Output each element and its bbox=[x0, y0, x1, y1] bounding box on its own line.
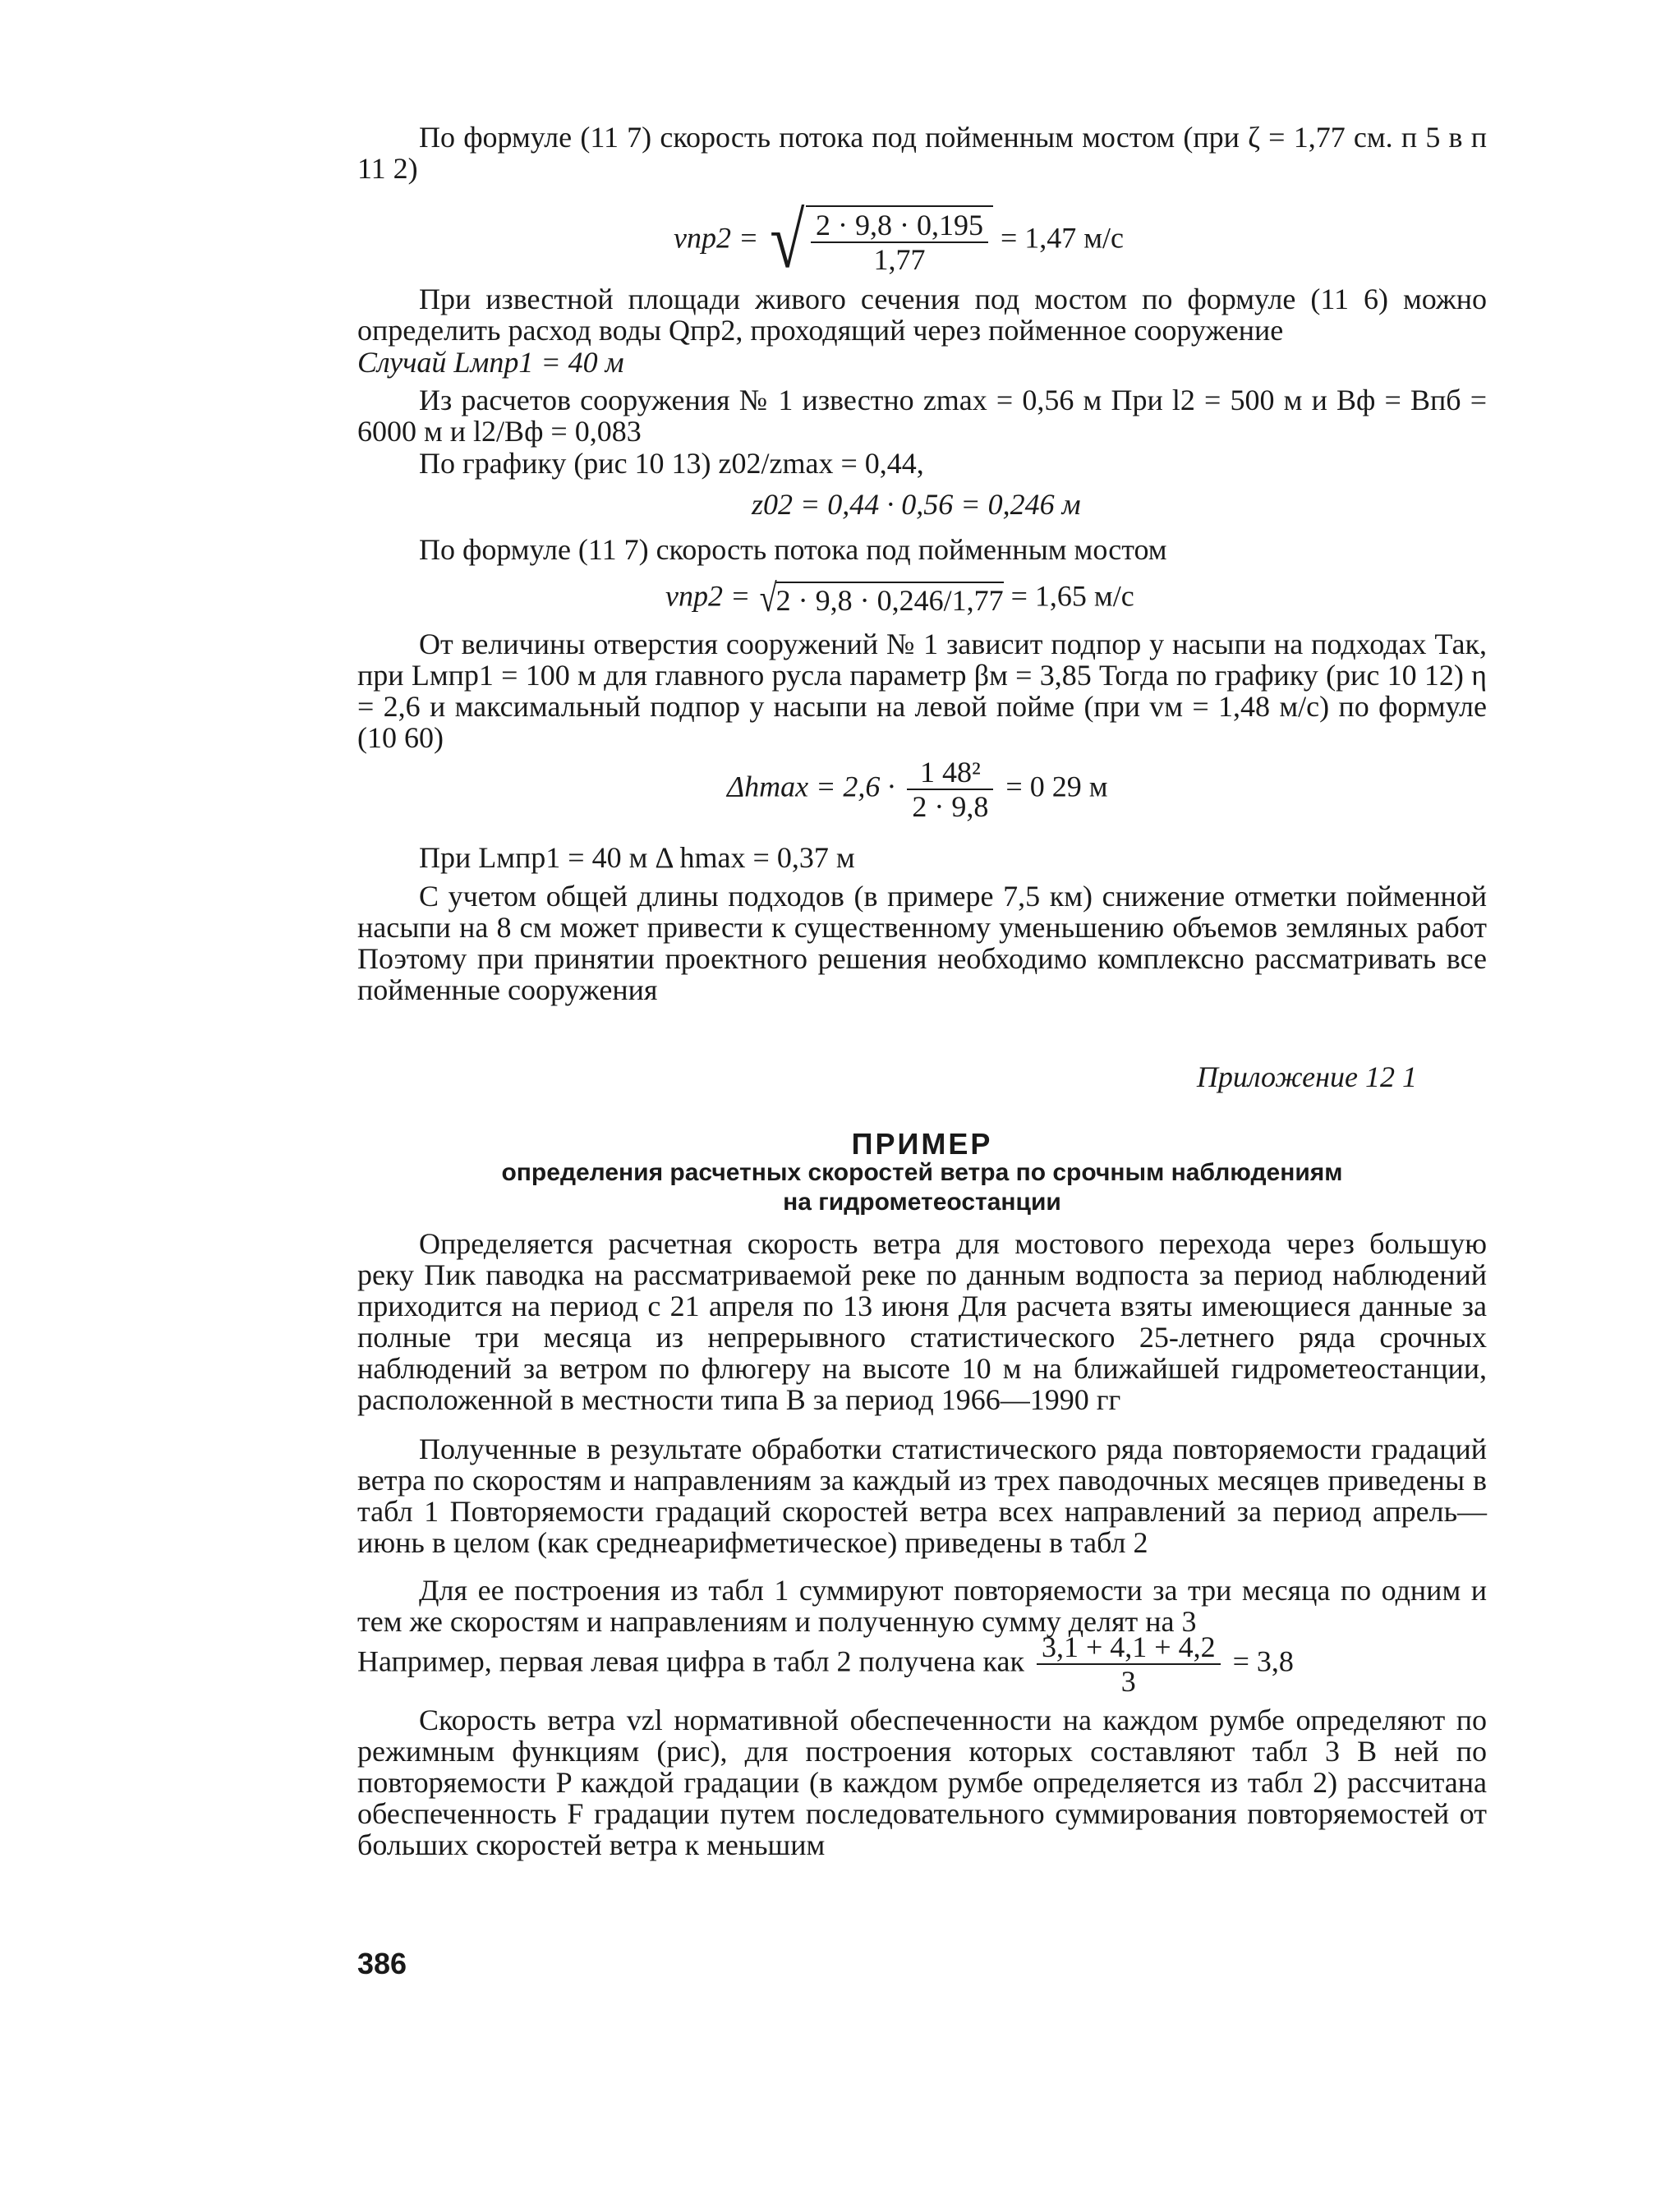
paragraph bbox=[357, 1575, 1487, 1637]
paragraph-text: Для ее построения из табл 1 суммируют повторяемости за три месяца по одним и тем же скоростям и направлениям и полученную сумму делят на 3 bbox=[357, 1574, 1487, 1638]
case-text: Случай Lмпр1 = 40 м bbox=[357, 346, 624, 379]
equation-intro: Например, первая левая цифра в табл 2 получена как bbox=[357, 1644, 1024, 1678]
equation-rhs: = 0 29 м bbox=[1005, 770, 1108, 803]
equation-text: z02 = 0,44 · 0,56 = 0,246 м bbox=[752, 488, 1081, 521]
equation-example-average bbox=[357, 1630, 1294, 1698]
section-subtitle-line-2: на гидрометеостанции bbox=[783, 1189, 1061, 1216]
paragraph-text: При известной площади живого сечения под мостом по формуле (11 6) можно определить расход воды Qпр2, проходящий через пойменное сооружение bbox=[357, 283, 1487, 347]
sqrt-radicand: 2 · 9,8 · 0,246/1,77 bbox=[776, 582, 1004, 616]
equation-rhs: = 1,47 м/с bbox=[1000, 221, 1125, 255]
equation-lhs: Δhmax = 2,6 · bbox=[727, 770, 895, 803]
paragraph bbox=[357, 1704, 1487, 1860]
page-number: 386 bbox=[357, 1947, 407, 1980]
paragraph bbox=[357, 1228, 1487, 1415]
fraction-numerator: 2 · 9,8 · 0,195 bbox=[811, 209, 988, 243]
equation-velocity-1 bbox=[674, 196, 1125, 284]
sqrt-sign-icon: √ bbox=[770, 196, 805, 284]
fraction bbox=[1037, 1630, 1221, 1698]
equation-z02 bbox=[752, 489, 1081, 520]
paragraph bbox=[357, 881, 1487, 1005]
paragraph bbox=[357, 283, 1487, 346]
fraction-denominator: 3 bbox=[1120, 1665, 1136, 1698]
paragraph-text: С учетом общей длины подходов (в примере 7,5 км) снижение отметки пойменной насыпи на 8 см может привести к существенному уменьшению объемов земляных работ Поэтому при принятии проектного решения необходимо комплексно рассматривать все пойменные сооружения bbox=[357, 880, 1487, 1006]
equation-lhs: vпр2 = bbox=[665, 579, 751, 613]
equation-lhs: vпр2 = bbox=[674, 221, 759, 255]
fraction bbox=[811, 209, 988, 276]
paragraph-text: Определяется расчетная скорость ветра для мостового перехода через большую реку Пик паводка на рассматриваемой реке по данным водпоста за период наблюдений приходится на период с 21 апреля по 13 июня Для расчета взяты имеющиеся данные за полные три месяца из непрерывного статистического 25-летнего ряда срочных наблюдений за ветром по флюгеру на высоте 10 м на ближайшей гидрометеостанции, расположенной в местности типа В за период 1966—1990 гг bbox=[357, 1227, 1487, 1416]
fraction-denominator: 1,77 bbox=[873, 243, 926, 276]
paragraph-text: По формуле (11 7) скорость потока под пойменным мостом bbox=[419, 533, 1167, 566]
fraction-denominator: 2 · 9,8 bbox=[912, 790, 989, 823]
paragraph bbox=[357, 842, 1487, 873]
paragraph bbox=[357, 122, 1487, 184]
paragraph bbox=[357, 628, 1487, 753]
paragraph bbox=[357, 448, 1487, 479]
paragraph bbox=[357, 384, 1487, 447]
equation-rhs: = 3,8 bbox=[1232, 1644, 1294, 1678]
appendix-label: Приложение 12 1 bbox=[1196, 1060, 1417, 1093]
paragraph-text: По формуле (11 7) скорость потока под пойменным мостом (при ζ = 1,77 см. п 5 в п 11 2) bbox=[357, 121, 1487, 185]
paragraph-text: Скорость ветра vzl нормативной обеспеченности на каждом румбе определяют по режимным функциям (рис), для построения которых составляют табл 3 В ней по повторяемости P каждой градации (в каждом румбе определяется из табл 2) рассчитана обеспеченность F градации путем последовательного суммирования повторяемостей от больших скоростей ветра к меньшим bbox=[357, 1704, 1487, 1861]
paragraph bbox=[357, 1433, 1487, 1558]
paragraph-text: От величины отверстия сооружений № 1 зависит подпор у насыпи на подходах Так, при Lмпр1 = 100 м для главного русла параметр βм = 3,85 Тогда по графику (рис 10 12) η = 2,6 и максимальный подпор у насыпи на левой пойме (при vм = 1,48 м/с) по формуле (10 60) bbox=[357, 628, 1487, 754]
paragraph bbox=[357, 534, 1487, 565]
paragraph-text: По графику (рис 10 13) z02/zmax = 0,44, bbox=[419, 447, 924, 480]
section-title: ПРИМЕР bbox=[851, 1127, 993, 1161]
equation-velocity-2 bbox=[665, 579, 1134, 619]
paragraph-text: Полученные в результате обработки статистического ряда повторяемости градаций ветра по скоростям и направлениям за каждый из трех паводочных месяцев приведены в табл 1 Повторяемости градаций скоростей ветра всех направлений за период апрель—июнь в целом (как среднеарифметическое) приведены в табл 2 bbox=[357, 1433, 1487, 1559]
fraction-numerator: 1 48² bbox=[907, 756, 993, 790]
fraction-numerator: 3,1 + 4,1 + 4,2 bbox=[1037, 1630, 1221, 1665]
equation-backwater bbox=[727, 756, 1108, 823]
case-label bbox=[357, 347, 1487, 378]
section-subtitle-line-1: определения расчетных скоростей ветра по срочным наблюдениям bbox=[501, 1159, 1343, 1186]
paragraph-text: Из расчетов сооружения № 1 известно zmax = 0,56 м При l2 = 500 м и Bф = Bпб = 6000 м и l2/Bф = 0,083 bbox=[357, 384, 1487, 448]
fraction bbox=[907, 756, 993, 823]
paragraph-text: При Lмпр1 = 40 м Δ hmax = 0,37 м bbox=[419, 841, 855, 874]
sqrt-radicand bbox=[806, 205, 993, 276]
sqrt-sign-icon: √ bbox=[759, 577, 777, 620]
equation-rhs: = 1,65 м/с bbox=[1010, 579, 1134, 613]
